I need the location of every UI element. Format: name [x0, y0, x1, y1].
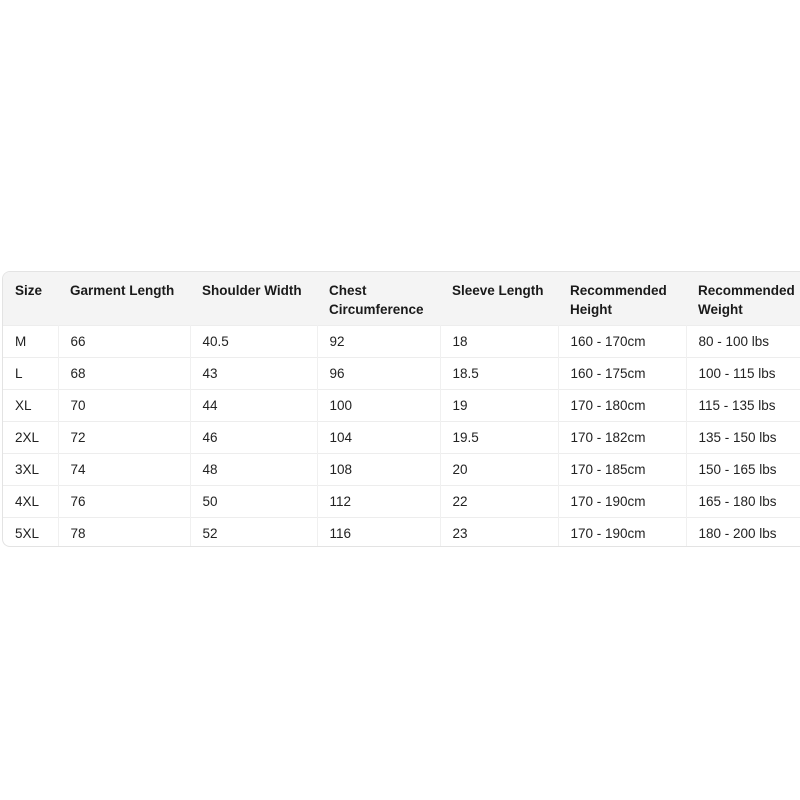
- cell-size: M: [15, 333, 27, 349]
- cell-chest-circumference: 96: [317, 357, 440, 389]
- cell-size: 3XL: [15, 461, 40, 477]
- cell-garment-length: 72: [58, 421, 190, 453]
- cell-recommended-weight: 115 - 135 lbs: [686, 389, 800, 421]
- cell-garment-length: 74: [58, 453, 190, 485]
- cell-chest-circumference: 112: [317, 485, 440, 517]
- cell-chest-circumference: 104: [317, 421, 440, 453]
- cell-shoulder-width: 40.5: [190, 325, 317, 357]
- cell-chest-circumference: 116: [317, 517, 440, 547]
- cell-shoulder-width: 52: [190, 517, 317, 547]
- cell-sleeve-length: 22: [440, 485, 558, 517]
- header-shoulder-width: Shoulder Width: [202, 283, 302, 298]
- table-row: [3, 357, 800, 389]
- table-body: [3, 325, 800, 547]
- cell-recommended-height: 160 - 175cm: [558, 357, 686, 389]
- header-chest-circumference: Chest Circumference: [329, 283, 424, 317]
- cell-sleeve-length: 20: [440, 453, 558, 485]
- cell-sleeve-length: 19.5: [440, 421, 558, 453]
- header-row: [3, 272, 800, 325]
- cell-recommended-height: 170 - 180cm: [558, 389, 686, 421]
- cell-size: L: [15, 365, 23, 381]
- cell-recommended-height: 170 - 190cm: [558, 517, 686, 547]
- cell-recommended-weight: 180 - 200 lbs: [686, 517, 800, 547]
- size-chart-table: [2, 271, 800, 547]
- cell-garment-length: 66: [58, 325, 190, 357]
- cell-shoulder-width: 44: [190, 389, 317, 421]
- table-header: [3, 272, 800, 325]
- cell-recommended-height: 170 - 190cm: [558, 485, 686, 517]
- cell-size: XL: [15, 397, 32, 413]
- cell-sleeve-length: 19: [440, 389, 558, 421]
- cell-garment-length: 68: [58, 357, 190, 389]
- header-recommended-height: Recommended Height: [570, 283, 667, 317]
- table-row: [3, 389, 800, 421]
- cell-recommended-weight: 135 - 150 lbs: [686, 421, 800, 453]
- cell-shoulder-width: 48: [190, 453, 317, 485]
- cell-shoulder-width: 46: [190, 421, 317, 453]
- cell-size: 5XL: [15, 525, 40, 541]
- cell-shoulder-width: 50: [190, 485, 317, 517]
- cell-recommended-weight: 80 - 100 lbs: [686, 325, 800, 357]
- cell-recommended-weight: 165 - 180 lbs: [686, 485, 800, 517]
- cell-sleeve-length: 18.5: [440, 357, 558, 389]
- cell-chest-circumference: 100: [317, 389, 440, 421]
- header-garment-length: Garment Length: [70, 283, 175, 298]
- table-row: [3, 453, 800, 485]
- table-row: [3, 421, 800, 453]
- cell-recommended-weight: 150 - 165 lbs: [686, 453, 800, 485]
- table-row: [3, 485, 800, 517]
- cell-recommended-weight: 100 - 115 lbs: [686, 357, 800, 389]
- cell-sleeve-length: 18: [440, 325, 558, 357]
- header-recommended-weight: Recommended Weight: [698, 283, 795, 317]
- cell-chest-circumference: 92: [317, 325, 440, 357]
- cell-garment-length: 78: [58, 517, 190, 547]
- cell-size: 4XL: [15, 493, 40, 509]
- cell-recommended-height: 160 - 170cm: [558, 325, 686, 357]
- header-size: Size: [15, 283, 43, 298]
- cell-chest-circumference: 108: [317, 453, 440, 485]
- cell-garment-length: 76: [58, 485, 190, 517]
- header-sleeve-length: Sleeve Length: [452, 283, 544, 298]
- cell-sleeve-length: 23: [440, 517, 558, 547]
- cell-recommended-height: 170 - 182cm: [558, 421, 686, 453]
- cell-shoulder-width: 43: [190, 357, 317, 389]
- cell-size: 2XL: [15, 429, 40, 445]
- table-row: [3, 517, 800, 547]
- cell-garment-length: 70: [58, 389, 190, 421]
- table-row: [3, 325, 800, 357]
- cell-recommended-height: 170 - 185cm: [558, 453, 686, 485]
